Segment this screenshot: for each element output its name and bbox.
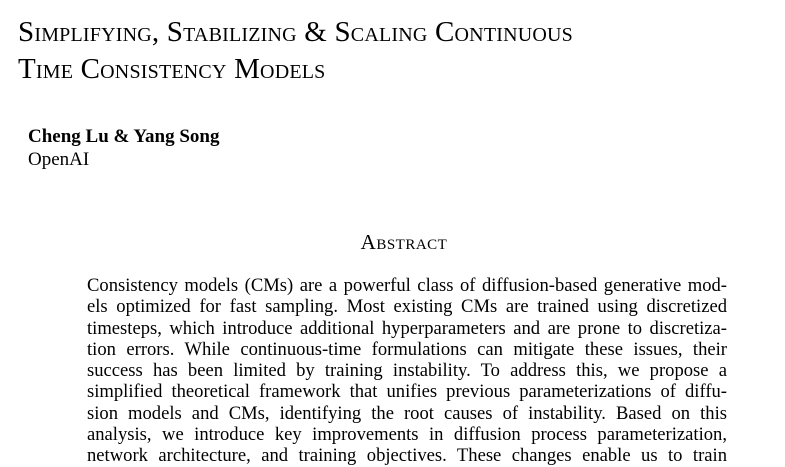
abstract-line: sion models and CMs, identifying the root causes of instability. Based on this xyxy=(87,402,727,424)
paper-title xyxy=(18,14,785,88)
abstract-line: network architecture, and training objectives. These changes enable us to train xyxy=(87,445,727,467)
title-line-2: Time Consistency Models xyxy=(18,53,326,85)
abstract-line: simplified theoretical framework that unifies previous parameterizations of diffu- xyxy=(87,381,727,403)
author-affiliation: OpenAI xyxy=(28,149,90,170)
abstract-line: analysis, we introduce key improvements in diffusion process parameterization, xyxy=(87,424,727,446)
abstract-line: Consistency models (CMs) are a powerful class of diffusion-based generative mod- xyxy=(87,275,727,296)
title-line-1: Simplifying, Stabilizing & Scaling Continuous xyxy=(18,16,573,48)
author-names: Cheng Lu & Yang Song xyxy=(28,126,220,147)
abstract-body xyxy=(87,275,727,467)
abstract-line: els optimized for fast sampling. Most existing CMs are trained using discretized xyxy=(87,296,727,318)
abstract-line: timesteps, which introduce additional hyperparameters and are prone to discretiza- xyxy=(87,317,727,339)
abstract-line: success has been limited by training instability. To address this, we propose a xyxy=(87,360,727,382)
abstract-line: tion errors. While continuous-time formulations can mitigate these issues, their xyxy=(87,338,727,360)
abstract-heading: Abstract xyxy=(360,230,448,254)
author-block xyxy=(28,125,219,171)
